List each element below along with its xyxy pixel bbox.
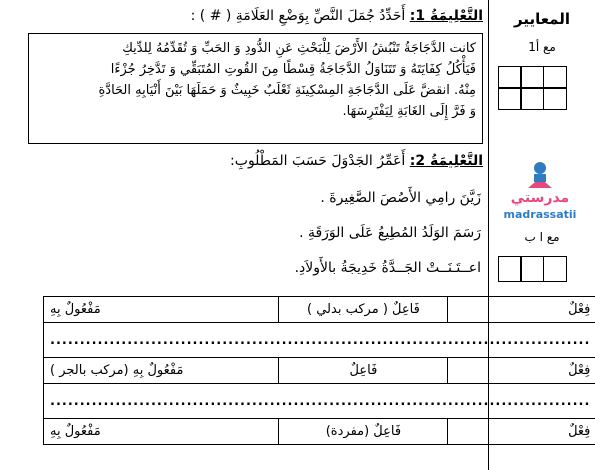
reading-child-icon — [500, 160, 580, 190]
instruction-1 — [191, 8, 483, 24]
answer-line[interactable]: ........................................................................................... — [44, 323, 595, 358]
score-box[interactable] — [520, 88, 544, 110]
score-box[interactable] — [520, 256, 544, 282]
sentence-3: اعــتَـنَــتْ الجَــدَّةُ خَدِيجَةُ بالأَولاَدِ. — [294, 260, 481, 276]
score-box[interactable] — [543, 256, 567, 282]
criterion-2-boxes — [499, 256, 567, 282]
score-box[interactable] — [520, 66, 544, 88]
verb-cell: فِعْلٌ — [448, 297, 595, 323]
answer-row — [44, 384, 595, 419]
object-cell: مَفْعُولٌ بِهِ — [44, 297, 279, 323]
score-box[interactable] — [498, 66, 522, 88]
answer-row — [44, 323, 595, 358]
table-row — [44, 297, 595, 323]
instruction-1-number: التَّعْلِيمَةُ 1: — [409, 8, 483, 24]
logo-latin-name: madrassatii — [503, 208, 577, 221]
criterion-1-label: مع أ1 — [528, 40, 556, 54]
passage-line: وَ فَرَّ إِلَى الغَابَةِ لِيَفْتَرِسَهَا. — [342, 104, 476, 119]
instruction-2-text: أَعَمِّرُ الجَدْوَلَ حَسَبَ المَطْلُوبِ: — [230, 153, 406, 169]
score-box[interactable] — [498, 256, 522, 282]
criterion-1-boxes-row2 — [499, 88, 567, 110]
passage-box — [28, 33, 483, 144]
score-box[interactable] — [543, 66, 567, 88]
madrassatii-logo — [500, 160, 580, 222]
grammar-table — [43, 296, 595, 445]
criterion-1-boxes — [499, 66, 567, 88]
object-cell: مَفْعُولٌ بِهِ (مركب بالجر ) — [44, 358, 279, 384]
table-row — [44, 358, 595, 384]
instruction-2-number: التَّعْلِيمَةُ 2: — [409, 153, 483, 169]
sentence-2: رَسَمَ الوَلَدُ المُطِيعُ عَلَى الوَرَقَةِ . — [299, 225, 481, 241]
passage-line: فَيَأْكُلُ كِفَايَتَهُ وَ تَتَنَاوَلُ الدَّجَاجَةُ قِسْطًا مِنَ القُوتِ المُتَبَقِّي وَ تَدَّخِرُ جُزْءًا — [110, 62, 476, 77]
criterion-2-label: مع ا ب — [524, 230, 560, 244]
subject-cell: فَاعِلٌ ( مركب بدلي ) — [279, 297, 448, 323]
score-box[interactable] — [498, 88, 522, 110]
verb-cell: فِعْلٌ — [448, 358, 595, 384]
instruction-1-text: أَحَدِّدُ جُمَلَ النَّصِّ بِوَضْعِ العَلَامَةِ ( # ) : — [190, 8, 406, 24]
object-cell: مَفْعُولٌ بِهِ — [44, 419, 279, 445]
subject-cell: فَاعِلٌ — [279, 358, 448, 384]
passage-line: مِنْهُ. انقضَّ عَلَى الدَّجَاجَةِ المِسْكِينَةِ ثَعْلَبٌ خَبِيثٌ وَ حَمَلَهَا بَيْنَ أَنْيَابِهِ الحَادَّةِ — [98, 83, 476, 98]
verb-cell: فِعْلٌ — [448, 419, 595, 445]
logo-arabic-name: مدرستي — [510, 190, 570, 206]
instruction-2 — [230, 153, 483, 169]
sentence-1: زَيَّنَ رامِي الأَصُصَ الصَّغِيرةَ . — [320, 190, 481, 206]
table-row — [44, 419, 595, 445]
passage-line: كانت الدَّجَاجَةُ تَنْبُشُ الأَرْضَ لِلْبَحْثِ عَنِ الدُّودِ وَ الحَبِّ وَ تُقَدِّمُهُ لِلدِّيكِ — [122, 41, 476, 56]
criteria-title: المعايير — [513, 10, 570, 28]
subject-cell: فَاعِلٌ (مفردة) — [279, 419, 448, 445]
score-box[interactable] — [543, 88, 567, 110]
answer-line[interactable]: ........................................................................................... — [44, 384, 595, 419]
